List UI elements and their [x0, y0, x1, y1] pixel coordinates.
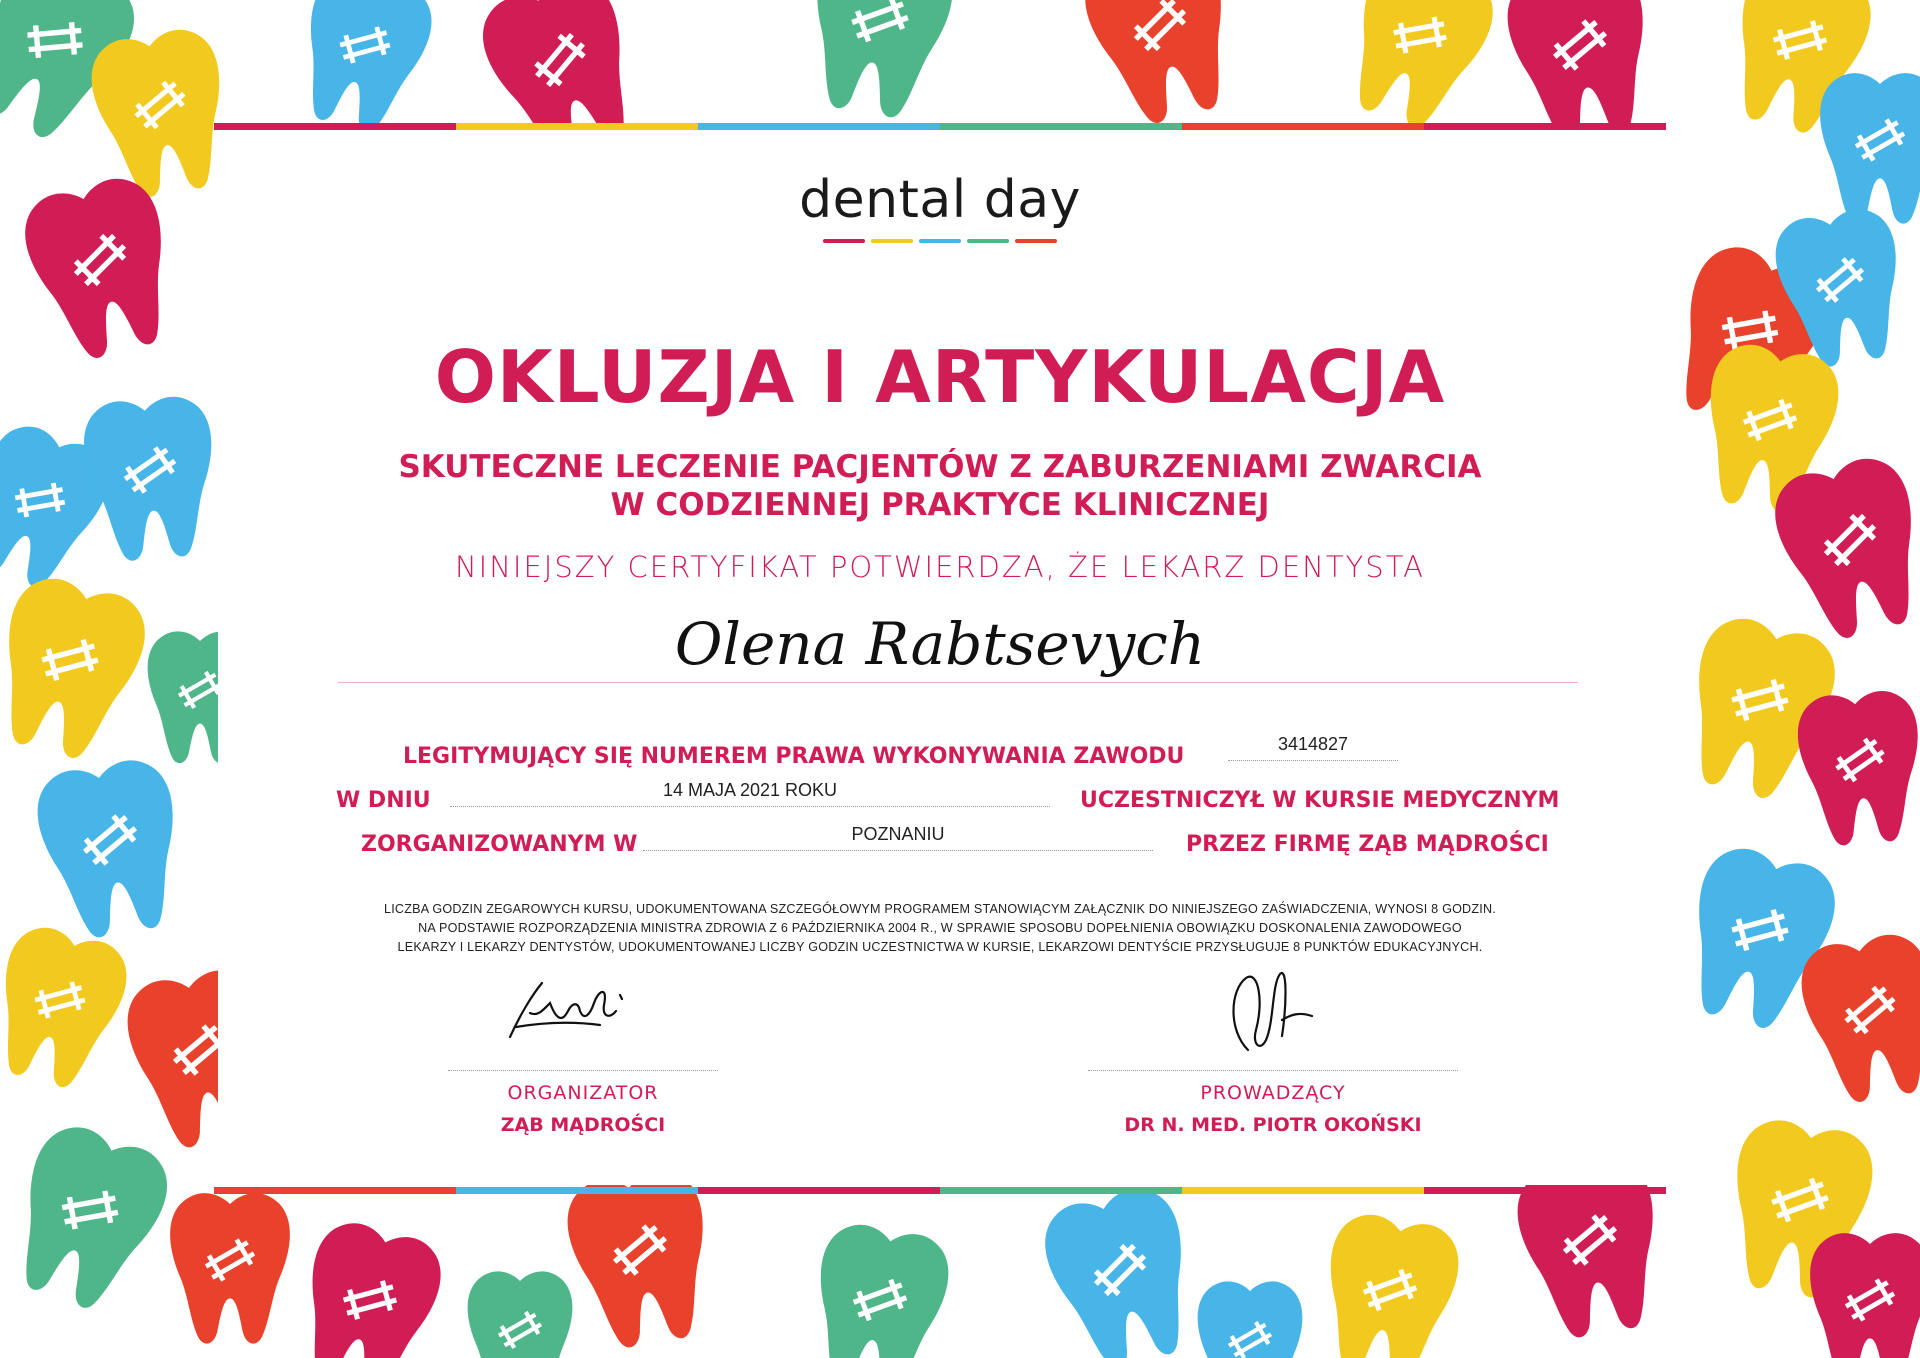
participated-label: UCZESTNICZYŁ W KURSIE MEDYCZNYM	[1080, 788, 1560, 813]
subtitle-line-2: W CODZIENNEJ PRAKTYCE KLINICZNEJ	[610, 487, 1270, 523]
recipient-name: Olena Rabtsevych	[674, 610, 1206, 678]
tooth-icon	[802, 1219, 955, 1358]
organizer-signature-line	[448, 1070, 718, 1071]
certificate-subtitle	[218, 448, 1662, 524]
license-dotted-line	[1228, 760, 1398, 761]
tooth-icon	[0, 570, 155, 768]
company-label: PRZEZ FIRMĘ ZĄB MĄDROŚCI	[1186, 832, 1549, 857]
logo-bar	[1015, 239, 1057, 243]
organizer-signature	[480, 965, 640, 1050]
date-dotted-line	[450, 806, 1050, 807]
confirmation-text: NINIEJSZY CERTYFIKAT POTWIERDZA, ŻE LEKARZ DENTYSTA	[454, 550, 1426, 584]
date-value: 14 MAJA 2021 ROKU	[662, 780, 838, 800]
license-value: 3414827	[1277, 734, 1349, 754]
fine-print-line-2: NA PODSTAWIE ROZPORZĄDZENIA MINISTRA ZDROWIA Z 6 PAŹDZIERNIKA 2004 R., W SPRAWIE SPOSOBU DOPEŁNIENIA OBOWIĄZKU DOSKONALENIA ZAWODOWEGO	[418, 921, 1462, 935]
organized-label: ZORGANIZOWANYM W	[361, 832, 638, 857]
fine-print-line-1: LICZBA GODZIN ZEGAROWYCH KURSU, UDOKUMENTOWANA SZCZEGÓŁOWYM PROGRAMEM STANOWIĄCYM ZAŁĄCZNIK DO NINIEJSZEGO ZAŚWIADCZENIA, WYNOSI 8 GODZIN.	[384, 902, 1496, 916]
lecturer-role: PROWADZĄCY	[1200, 1082, 1346, 1104]
tooth-icon	[286, 0, 441, 141]
tooth-icon	[1035, 1180, 1209, 1358]
city-dotted-line	[643, 850, 1153, 851]
logo-bar	[871, 239, 913, 243]
tooth-icon	[468, 1271, 573, 1358]
lecturer-signature-line	[1088, 1070, 1458, 1071]
logo-color-bars	[823, 239, 1057, 243]
fine-print	[238, 900, 1642, 957]
tooth-icon	[1330, 0, 1504, 140]
date-label: W DNIU	[336, 788, 431, 813]
certificate-panel	[218, 130, 1662, 1185]
subtitle-line-1: SKUTECZNE LECZENIE PACJENTÓW Z ZABURZENIAMI ZWARCIA	[398, 449, 1482, 485]
recipient-underline	[338, 682, 1578, 683]
logo-bar	[823, 239, 865, 243]
tooth-icon	[1820, 73, 1920, 224]
certificate-title: OKLUZJA I ARTYKULACJA	[434, 335, 1446, 419]
tooth-icon	[1075, 0, 1249, 133]
frame-bottom-bar	[214, 1187, 1666, 1194]
dental-day-logo	[218, 170, 1662, 248]
organizer-name: ZĄB MĄDROŚCI	[500, 1114, 666, 1136]
license-label: LEGITYMUJĄCY SIĘ NUMEREM PRAWA WYKONYWANIA ZAWODU	[403, 744, 1185, 769]
logo-text: dental day	[799, 170, 1081, 230]
lecturer-signature	[1208, 960, 1338, 1060]
fine-print-line-3: LEKARZY I LEKARZY DENTYSTÓW, UDOKUMENTOWANEJ LICZBY GODZIN UCZESTNICTWA W KURSIE, LEKARZOWI DENTYŚCIE PRZYSŁUGUJE 8 PUNKTÓW EDUKACYJNYCH.	[397, 940, 1483, 954]
frame-top-bar	[214, 123, 1666, 130]
organizer-role: ORGANIZATOR	[507, 1082, 659, 1104]
tooth-icon	[0, 920, 135, 1096]
logo-bar	[919, 239, 961, 243]
tooth-icon	[286, 1215, 450, 1358]
lecturer-name: DR N. MED. PIOTR OKOŃSKI	[1124, 1114, 1422, 1136]
tooth-icon	[797, 0, 959, 124]
logo-bar	[967, 239, 1009, 243]
city-value: POZNANIU	[851, 824, 945, 844]
